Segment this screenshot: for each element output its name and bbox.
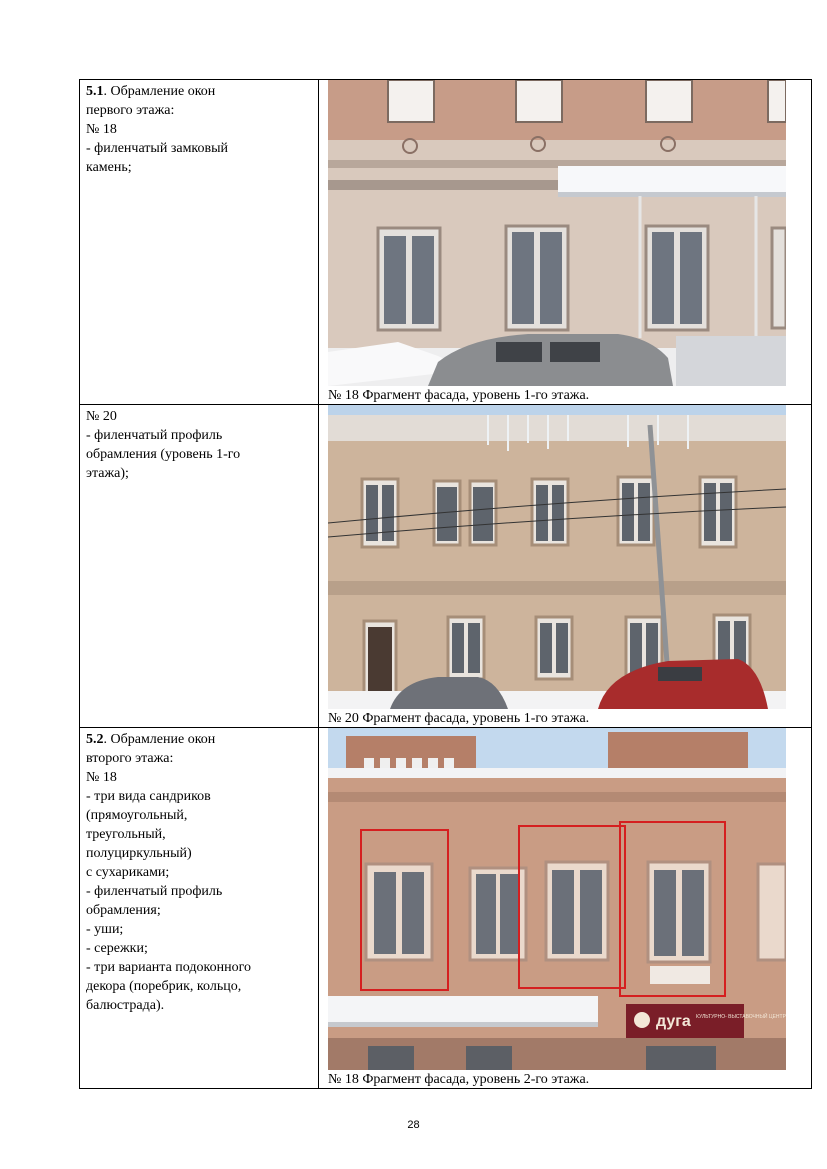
text-line: полуциркульный) xyxy=(86,846,192,861)
text-line: этажа); xyxy=(86,466,129,481)
text-line: обрамления; xyxy=(86,903,161,918)
description-cell xyxy=(80,80,319,405)
text-line: - филенчатый профиль xyxy=(86,884,223,899)
table-row xyxy=(80,728,812,1089)
photo-caption: № 18 Фрагмент фасада, уровень 2-го этажа. xyxy=(328,1072,590,1087)
description-cell xyxy=(80,405,319,728)
content-table xyxy=(79,79,812,1089)
section-heading xyxy=(86,730,312,749)
text-line: балюстрада). xyxy=(86,998,165,1013)
facade-photo-2 xyxy=(328,405,786,709)
text-line: - сережки; xyxy=(86,941,148,956)
table-row xyxy=(80,405,812,728)
photo-caption: № 20 Фрагмент фасада, уровень 1-го этажа. xyxy=(328,711,590,726)
text-line: № 20 xyxy=(86,409,117,424)
text-line: - филенчатый замковый xyxy=(86,141,229,156)
section-heading xyxy=(86,82,312,101)
photo-cell xyxy=(319,80,812,405)
photo-caption: № 18 Фрагмент фасада, уровень 1-го этажа. xyxy=(328,388,590,403)
section-title: . Обрамление окон xyxy=(103,732,216,747)
photo-cell xyxy=(319,728,812,1089)
facade-photo-1 xyxy=(328,80,786,386)
text-line: № 18 xyxy=(86,122,117,137)
text-line: № 18 xyxy=(86,770,117,785)
photo-sign-subtext: КУЛЬТУРНО- ВЫСТАВОЧНЫЙ ЦЕНТР xyxy=(696,1014,786,1020)
photo-cell xyxy=(319,405,812,728)
text-line: - филенчатый профиль xyxy=(86,428,223,443)
facade-photo-3 xyxy=(328,728,786,1070)
text-line: декора (поребрик, кольцо, xyxy=(86,979,242,994)
text-line: камень; xyxy=(86,160,132,175)
page-number: 28 xyxy=(407,1119,420,1131)
section-title: . Обрамление окон xyxy=(103,84,216,99)
text-line: треугольный, xyxy=(86,827,166,842)
section-number: 5.2 xyxy=(86,732,104,747)
text-line: (прямоугольный, xyxy=(86,808,188,823)
text-line: - три вида сандриков xyxy=(86,789,211,804)
table-row xyxy=(80,80,812,405)
photo-sign-text: дуга xyxy=(656,1013,691,1030)
section-number: 5.1 xyxy=(86,84,104,99)
text-line: второго этажа: xyxy=(86,751,174,766)
text-line: обрамления (уровень 1-го xyxy=(86,447,241,462)
text-line: - уши; xyxy=(86,922,124,937)
text-line: с сухариками; xyxy=(86,865,170,880)
text-line: первого этажа: xyxy=(86,103,175,118)
text-line: - три варианта подоконного xyxy=(86,960,251,975)
description-cell xyxy=(80,728,319,1089)
